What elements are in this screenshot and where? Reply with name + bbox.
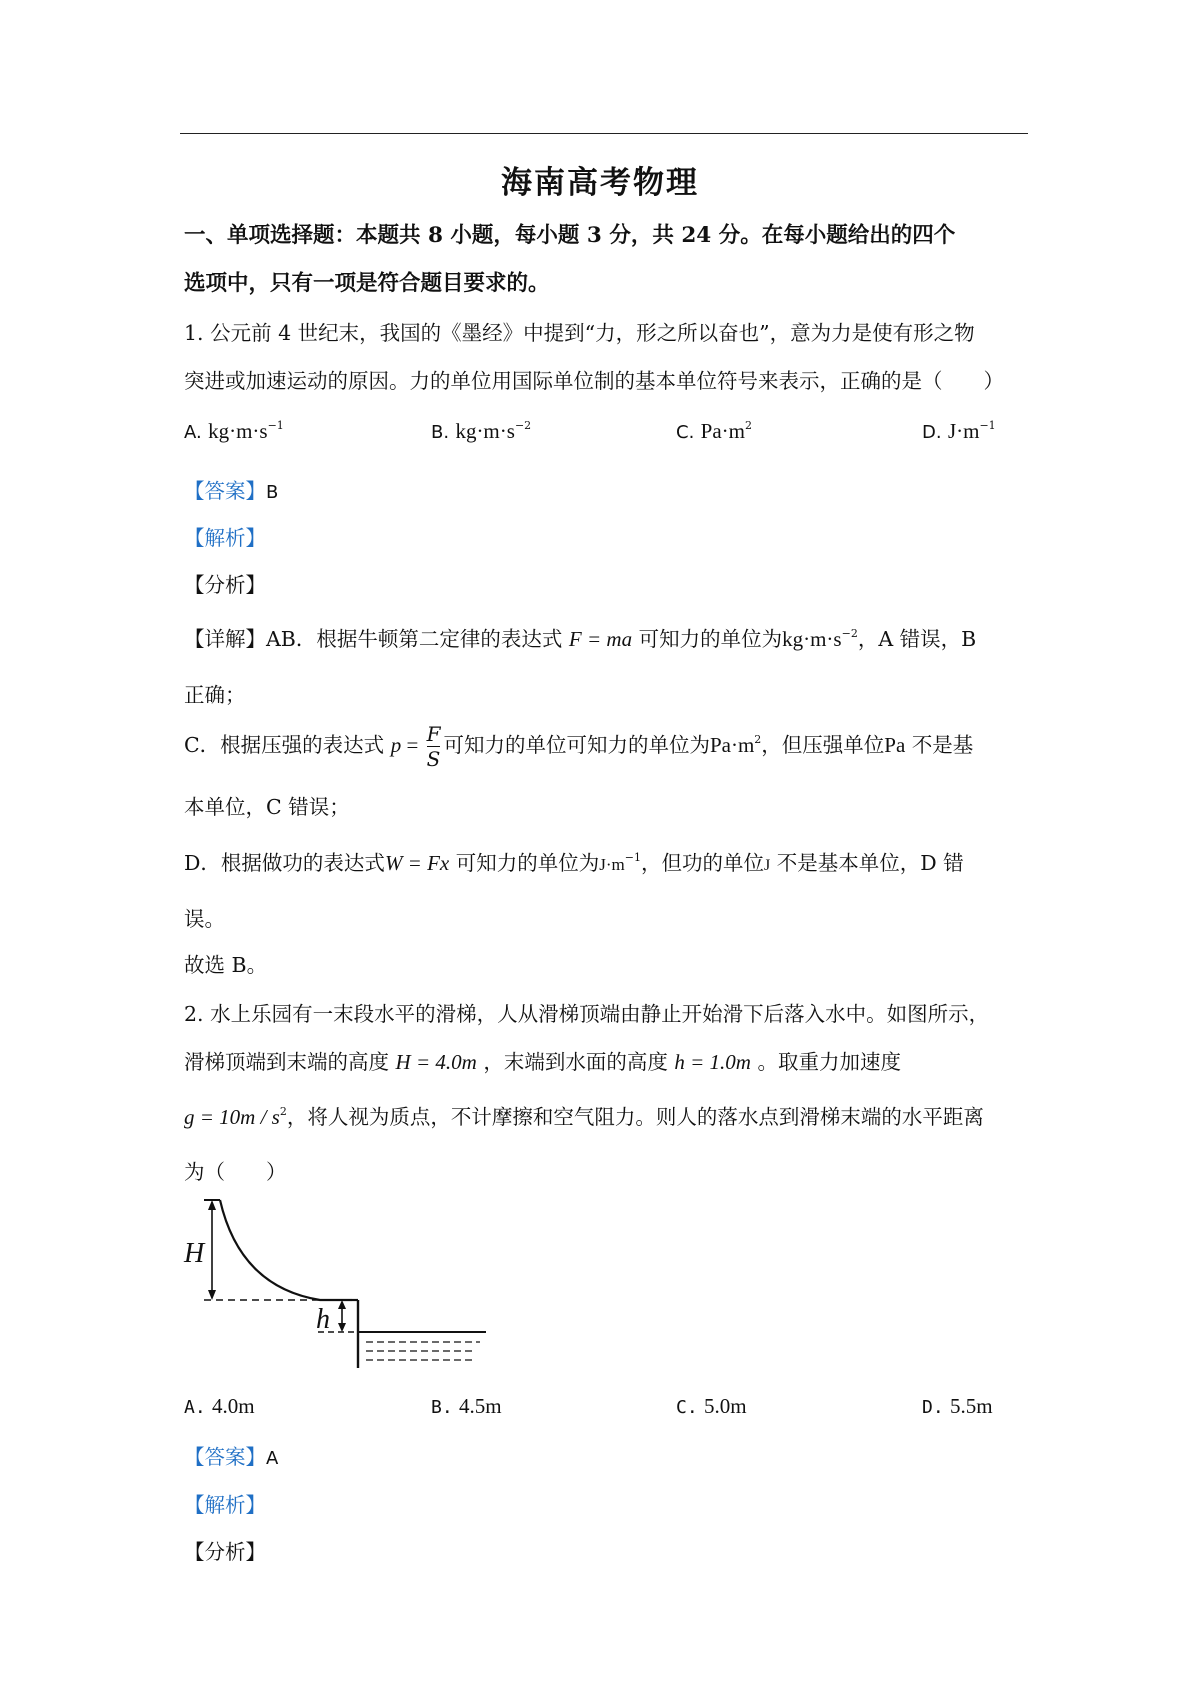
q1-detail-5b: 可知力的单位为 — [455, 851, 600, 875]
q1-detail-3-pa: Pa — [884, 733, 906, 757]
q1-detail-5-j: J — [764, 857, 771, 874]
q1-option-a-label: A. — [184, 422, 202, 443]
q1-option-b[interactable] — [431, 419, 531, 444]
q1-option-a[interactable] — [184, 419, 284, 444]
H-arrow-head-bottom — [208, 1290, 216, 1300]
q1-detail-1b: 可知力的单位为 — [638, 627, 783, 651]
q1-detail-unit-exp: −2 — [841, 627, 858, 640]
q1-option-d-value: J·m — [947, 419, 980, 443]
q1-detail-formula-rhs: = ma — [581, 627, 633, 651]
q1-detail-5-unit-exp: −1 — [624, 851, 641, 864]
H-arrow-head-top — [208, 1200, 216, 1210]
q1-detail-5d: 不是基本单位，D 错 — [776, 851, 964, 875]
q1-option-d[interactable] — [922, 419, 996, 444]
q2-stem-3b: ，将人视为质点，不计摩擦和空气阻力。则人的落水点到滑梯末端的水平距离 — [286, 1105, 984, 1129]
header-rule — [180, 133, 1028, 134]
q1-conclusion: 故选 B。 — [184, 953, 268, 977]
q1-detail-5a: D．根据做功的表达式 — [184, 851, 385, 875]
section-heading-line1: 一、单项选择题：本题共 8 小题，每小题 3 分，共 24 分。在每小题给出的四个 — [184, 223, 956, 248]
q1-option-c-label: C. — [676, 422, 695, 443]
q1-detail-3b: 可知力的单位可知力的单位为 — [443, 733, 710, 757]
q1-detail-5-unit: J·m — [599, 855, 625, 874]
q2-answer-line — [184, 1440, 278, 1470]
page-title: 海南高考物理 — [501, 165, 699, 201]
q1-pressure-fraction — [427, 722, 441, 771]
q1-option-c-exp: 2 — [744, 419, 752, 432]
q1-detail-1a: 【详解】AB．根据牛顿第二定律的表达式 — [184, 627, 563, 651]
q1-detail-3a: C．根据压强的表达式 — [184, 733, 385, 757]
q1-option-b-value: kg·m·s — [455, 419, 515, 443]
q1-option-d-label: D. — [922, 422, 942, 443]
q2-stem-h: h = 1.0m — [674, 1050, 751, 1074]
q2-stem-line2 — [184, 1045, 901, 1075]
q1-detail-line4: 本单位，C 错误； — [184, 795, 350, 819]
q2-answer-value: A — [266, 1448, 279, 1469]
q1-fraction-numerator: F — [426, 722, 441, 746]
q2-option-b-label: B. — [431, 1397, 453, 1418]
q1-detail-3d: 不是基 — [911, 733, 974, 757]
q2-option-b-value: 4.5m — [459, 1394, 502, 1418]
q1-detail-3c: ，但压强单位 — [761, 733, 885, 757]
q1-detail-line5 — [184, 846, 964, 876]
q2-stem-line1: 2. 水上乐园有一末段水平的滑梯，人从滑梯顶端由静止开始滑下后落入水中。如图所示， — [184, 1002, 990, 1026]
q1-detail-5-formula: W = Fx — [384, 851, 450, 875]
q1-option-b-exp: −2 — [514, 419, 532, 432]
label-h: h — [316, 1304, 330, 1335]
q1-option-c-value: Pa·m — [700, 419, 745, 443]
q2-stem-2b: ，末端到水面的高度 — [483, 1050, 668, 1074]
q1-detail-1c: ，A 错误，B — [857, 627, 977, 651]
q2-stem-g-exp: 2 — [279, 1105, 287, 1118]
q1-detail-formula-lhs: F — [568, 627, 582, 651]
q1-option-a-exp: −1 — [267, 419, 284, 432]
q1-answer-line — [184, 474, 278, 504]
q1-detail-line6: 误。 — [184, 907, 225, 931]
q1-fraction-denominator: S — [426, 747, 441, 771]
q1-detail-p: p — [390, 733, 402, 757]
q1-detail-line1 — [184, 622, 976, 652]
q1-detail-eq: = — [401, 733, 424, 757]
q2-option-c[interactable] — [676, 1394, 747, 1419]
q1-option-d-exp: −1 — [979, 419, 996, 432]
q2-analysis-tag: 【解析】 — [184, 1493, 266, 1517]
q1-detail-line2: 正确； — [184, 683, 246, 707]
q2-option-d[interactable] — [922, 1394, 993, 1419]
q1-detail-5c: ，但功的单位 — [641, 851, 764, 875]
q2-fenxi-tag: 【分析】 — [184, 1540, 266, 1564]
q2-option-a-label: A. — [184, 1397, 206, 1418]
q2-slide-diagram — [180, 1192, 500, 1378]
q1-detail-3-unit-exp: 2 — [754, 733, 762, 746]
q1-stem-line2: 突进或加速运动的原因。力的单位用国际单位制的基本单位符号来表示，正确的是（ ） — [184, 369, 1004, 393]
q1-stem-line1: 1. 公元前 4 世纪末，我国的《墨经》中提到“力，形之所以奋也”，意为力是使有形之物 — [184, 321, 975, 345]
q1-detail-line3 — [184, 722, 973, 771]
q1-answer-value: B — [266, 482, 279, 503]
q1-detail-3-unit: Pa·m — [709, 733, 755, 757]
q1-option-a-value: kg·m·s — [208, 419, 268, 443]
slide-curve — [220, 1200, 352, 1300]
q2-stem-2c: 。取重力加速度 — [757, 1050, 901, 1074]
q1-detail-unit: kg·m·s — [782, 627, 842, 651]
q2-stem-2a: 滑梯顶端到末端的高度 — [184, 1050, 389, 1074]
q2-answer-tag: 【答案】 — [184, 1445, 266, 1469]
q2-option-b[interactable] — [431, 1394, 502, 1419]
q2-option-c-label: C. — [676, 1397, 698, 1418]
q1-option-b-label: B. — [431, 422, 450, 443]
q1-answer-tag: 【答案】 — [184, 479, 266, 503]
q2-option-d-label: D. — [922, 1397, 944, 1418]
q2-option-a[interactable] — [184, 1394, 255, 1419]
q1-analysis-tag: 【解析】 — [184, 526, 266, 550]
q2-stem-g: g = 10m / s — [184, 1105, 280, 1129]
q2-option-d-value: 5.5m — [950, 1394, 993, 1418]
q2-option-c-value: 5.0m — [704, 1394, 747, 1418]
q2-stem-H: H = 4.0m — [395, 1050, 477, 1074]
q2-option-a-value: 4.0m — [212, 1394, 255, 1418]
section-heading-line2: 选项中，只有一项是符合题目要求的。 — [184, 271, 550, 296]
q1-fenxi-tag: 【分析】 — [184, 573, 266, 597]
q1-option-c[interactable] — [676, 419, 752, 444]
label-H: H — [184, 1238, 205, 1269]
q2-stem-line3 — [184, 1100, 984, 1130]
q2-stem-line4: 为（ ） — [184, 1160, 287, 1184]
